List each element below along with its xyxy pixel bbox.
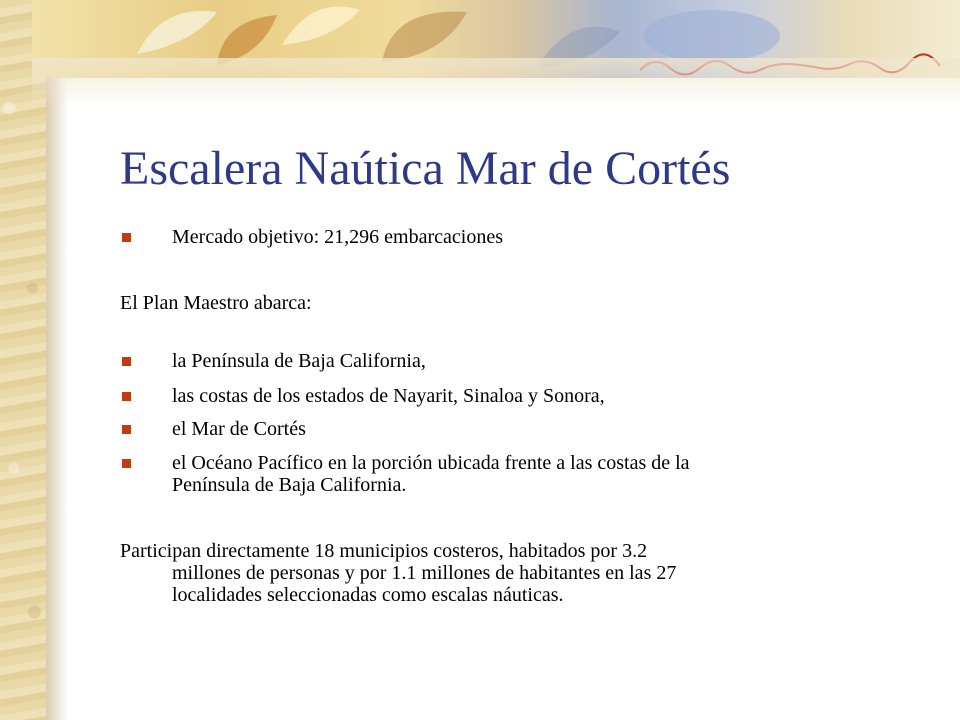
bullet-text: Mercado objetivo: 21,296 embarcaciones [172,226,503,248]
plan-item: el Océano Pacífico en la porción ubicada frente a las costas de la [172,452,690,474]
plan-item-continuation: Península de Baja California. [172,474,407,496]
plan-intro: El Plan Maestro abarca: [120,292,312,314]
plan-item: la Península de Baja California, [172,350,426,372]
slide-title: Escalera Naútica Mar de Cortés [120,142,731,195]
bullet-icon [122,357,131,366]
plan-item: las costas de los estados de Nayarit, Sinaloa y Sonora, [172,385,605,407]
banner-fade [32,58,960,108]
bullet-icon [122,459,131,468]
strip-shadow [46,0,68,720]
participation-line: millones de personas y por 1.1 millones de habitantes en las 27 [172,562,677,584]
left-decorative-strip [0,0,46,720]
bullet-icon [122,392,131,401]
participation-line: Participan directamente 18 municipios costeros, habitados por 3.2 [120,540,648,562]
participation-line: localidades seleccionadas como escalas náuticas. [172,584,564,606]
plan-item: el Mar de Cortés [172,418,306,440]
leaf-icon [132,4,222,64]
leaf-icon [282,0,362,50]
bullet-icon [122,233,131,242]
bullet-icon [122,425,131,434]
